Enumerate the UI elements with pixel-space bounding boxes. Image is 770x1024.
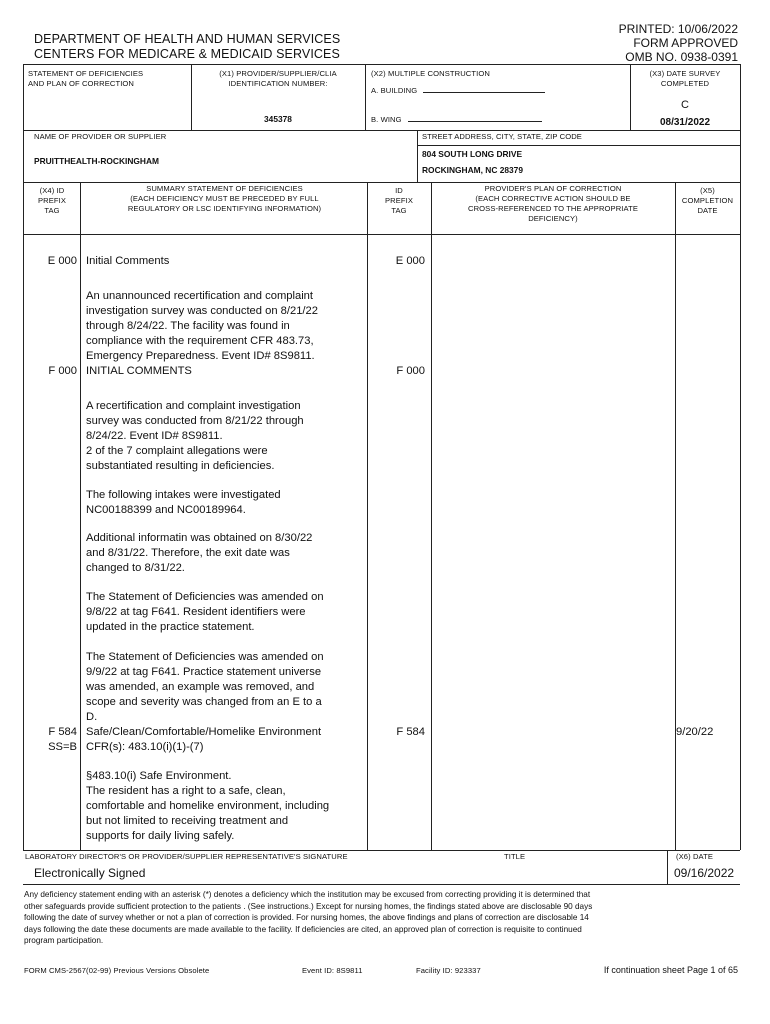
entry-heading: INITIAL COMMENTS [86, 365, 192, 377]
provider-name: PRUITTHEALTH-ROCKINGHAM [34, 156, 159, 166]
divider [365, 64, 366, 130]
x3-label: (X3) DATE SURVEY COMPLETED [649, 69, 721, 88]
entry-id-tag: F 584 [396, 726, 425, 738]
x1-label: (X1) PROVIDER/SUPPLIER/CLIA IDENTIFICATION NUMBER: [219, 69, 337, 88]
building-field [371, 85, 545, 96]
paragraph: A recertification and complaint investigation survey was conducted from 8/21/22 through 8/24/22. Event ID# 8S9811. 2 of the 7 complaint allegations were substantiated resulting in deficiencies. [86, 400, 304, 472]
divider [367, 182, 368, 850]
omb-number: OMB NO. 0938-0391 [625, 50, 738, 64]
department-header [34, 32, 340, 62]
printed-date: PRINTED: 10/06/2022 [618, 22, 738, 36]
wing-blank [408, 114, 542, 122]
signature-date: 09/16/2022 [674, 866, 735, 880]
x4-header: (X4) ID PREFIX TAG [37, 186, 67, 215]
divider [23, 884, 740, 885]
id-prefix-header: ID PREFIX TAG [384, 186, 414, 215]
summary-header: SUMMARY STATEMENT OF DEFICIENCIES (EACH DEFICIENCY MUST BE PRECEDED BY FULL REGULATORY OR LSC IDENTIFYING INFORMATION) [127, 184, 322, 213]
divider [80, 182, 81, 850]
divider [417, 130, 418, 182]
divider [191, 64, 192, 130]
x2-label: (X2) MULTIPLE CONSTRUCTION [371, 69, 490, 78]
page-indicator: If continuation sheet Page 1 of 65 [603, 965, 738, 975]
paragraph: §483.10(i) Safe Environment. The resident has a right to a safe, clean, comfortable and homelike environment, including but not limited to receiving treatment and supports for daily living safely. [86, 770, 330, 842]
entry-heading: Safe/Clean/Comfortable/Homelike Environment CFR(s): 483.10(i)(1)-(7) [86, 726, 322, 753]
agency-name: CENTERS FOR MEDICARE & MEDICAID SERVICES [34, 47, 340, 61]
divider [431, 182, 432, 850]
paragraph: The Statement of Deficiencies was amended on 9/8/22 at tag F641. Resident identifiers were updated in the practice statement. [86, 591, 324, 633]
street-address: 804 SOUTH LONG DRIVE [422, 149, 523, 159]
city-state-zip: ROCKINGHAM, NC 28379 [422, 165, 523, 175]
divider [667, 850, 668, 884]
divider [417, 145, 740, 146]
statement-label: STATEMENT OF DEFICIENCIES AND PLAN OF CORRECTION [28, 69, 144, 88]
frame-right [740, 64, 741, 850]
form-approved: FORM APPROVED [633, 36, 738, 50]
divider [23, 182, 740, 183]
divider [630, 64, 631, 130]
address-label: STREET ADDRESS, CITY, STATE, ZIP CODE [422, 132, 582, 141]
survey-code: C [681, 99, 689, 111]
entry-heading: Initial Comments [86, 255, 170, 267]
disclosure-footnote: Any deficiency statement ending with an asterisk (*) denotes a deficiency which the institution may be excused from correcting providing it is determined that other safeguards provide sufficient protection to the patients . (See instructions.) Except for nursing homes, the findings stated above are disclosable 90 days following the date of survey whether or not a plan of correction is provided. For nursing homes, the above findings and plans of correction are disclosable 14 days following the date these documents are made available to the facility. If deficiencies are cited, an approved plan of correction is requisite to continued program participation. [24, 890, 593, 946]
paragraph: The following intakes were investigated NC00188399 and NC00189964. [86, 489, 281, 516]
entry-tag: F 000 [48, 365, 77, 377]
x5-header: (X5) COMPLETION DATE [681, 186, 734, 215]
paragraph: Additional informatin was obtained on 8/30/22 and 8/31/22. Therefore, the exit date was changed to 8/31/22. [86, 532, 313, 574]
entry-tag: E 000 [47, 255, 77, 267]
divider [23, 130, 740, 131]
plan-header: PROVIDER'S PLAN OF CORRECTION (EACH CORRECTIVE ACTION SHOULD BE CROSS-REFERENCED TO THE APPROPRIATE DEFICIENCY) [467, 184, 639, 223]
building-blank [423, 85, 545, 93]
paragraph: An unannounced recertification and complaint investigation survey was conducted on 8/21/22 through 8/24/22. The facility was found in compliance with the requirement CFR 483.73, Emergency Preparedness. Event ID# 8S9811. [86, 290, 318, 362]
divider [675, 182, 676, 850]
wing-label: B. WING [371, 115, 402, 124]
entry-tag: F 584 [48, 726, 77, 738]
divider [23, 234, 740, 235]
facility-id: Facility ID: 923337 [416, 966, 481, 975]
title-label: TITLE [504, 852, 526, 861]
frame-top [23, 64, 740, 65]
survey-date: 08/31/2022 [659, 117, 711, 128]
paragraph: The Statement of Deficiencies was amended on 9/9/22 at tag F641. Practice statement universe was amended, an example was removed, and scope and severity was changed from an E to a D. [86, 651, 324, 723]
completion-date: 9/20/22 [676, 726, 714, 738]
event-id: Event ID: 8S9811 [302, 966, 363, 975]
divider [23, 850, 740, 851]
signature-label: LABORATORY DIRECTOR'S OR PROVIDER/SUPPLIER REPRESENTATIVE'S SIGNATURE [25, 852, 348, 861]
form-number: FORM CMS-2567(02-99) Previous Versions Obsolete [24, 966, 210, 975]
entry-id-tag: E 000 [395, 255, 425, 267]
form-meta [619, 22, 738, 64]
date-label: (X6) DATE [676, 852, 714, 861]
department-name: DEPARTMENT OF HEALTH AND HUMAN SERVICES [34, 32, 341, 46]
wing-field [371, 114, 542, 125]
entry-id-tag: F 000 [396, 365, 425, 377]
provider-name-label: NAME OF PROVIDER OR SUPPLIER [34, 132, 167, 141]
provider-id: 345378 [264, 114, 292, 124]
signature-value: Electronically Signed [34, 866, 146, 880]
building-label: A. BUILDING [371, 86, 418, 95]
scope-severity: SS=B [48, 741, 77, 753]
